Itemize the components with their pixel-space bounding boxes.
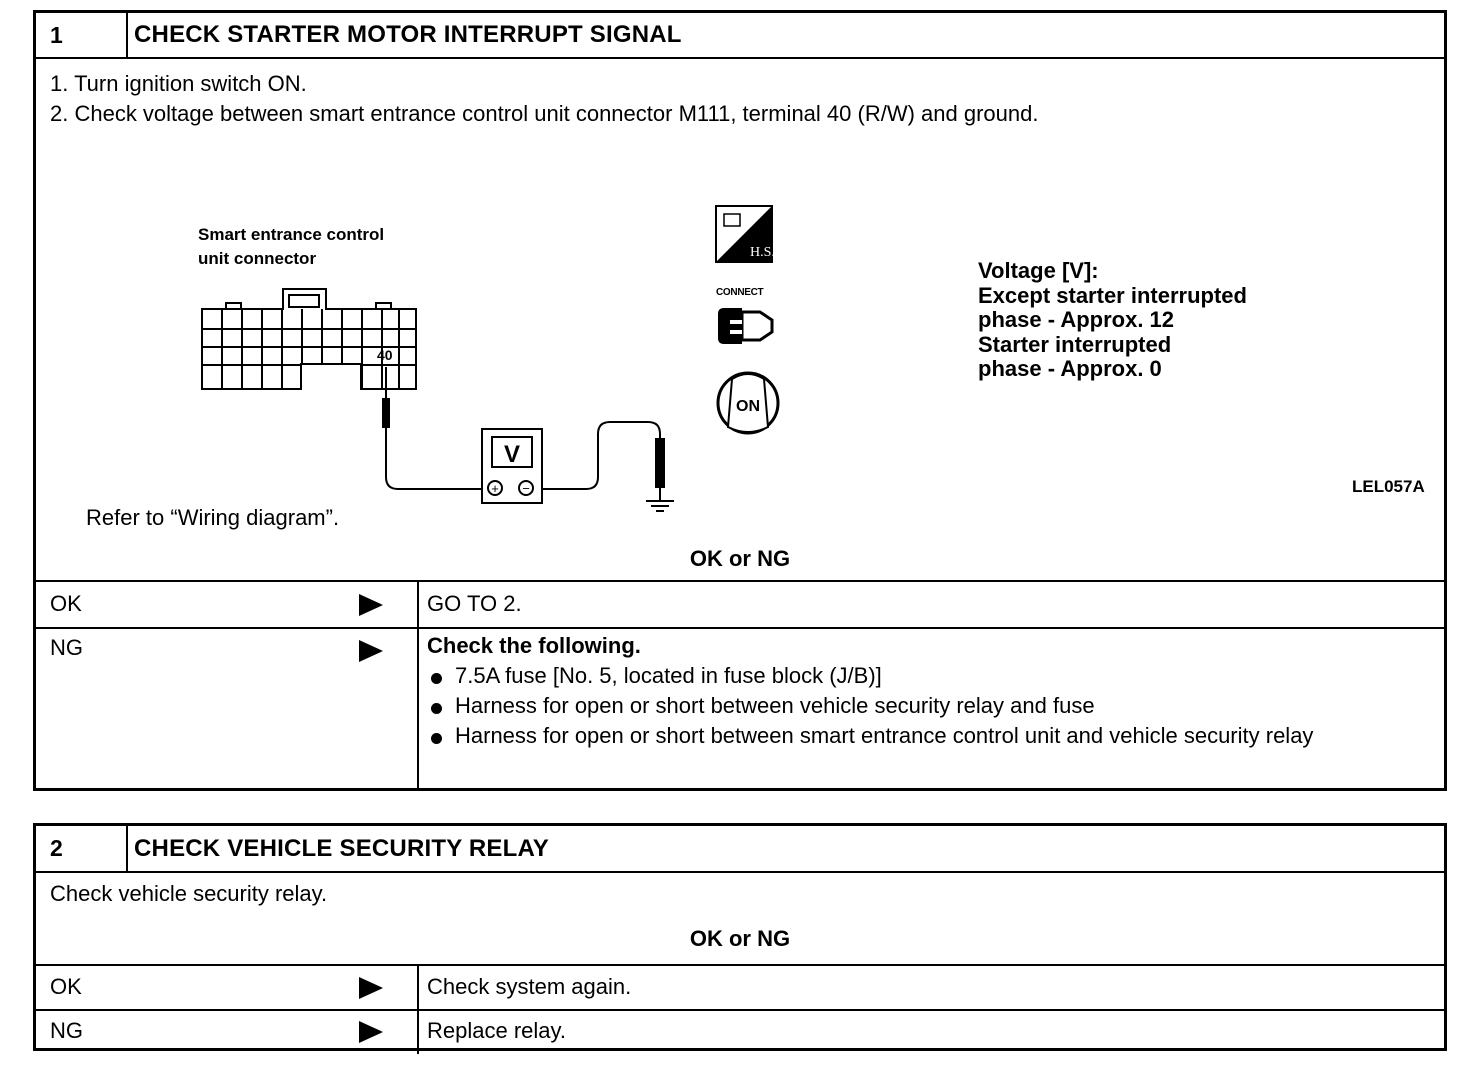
result-row-ok <box>36 580 1444 627</box>
instruction-item: 2. Check voltage between smart entrance control unit connector M111, terminal 40 (R/W) and ground. <box>50 101 1039 126</box>
action-cell <box>419 1011 1444 1054</box>
refer-wiring-diagram: Refer to “Wiring diagram”. <box>86 505 340 530</box>
voltage-spec-line: Except starter interrupted <box>978 282 1247 308</box>
arrow-icon <box>359 977 383 999</box>
action-title: Check the following. <box>427 633 641 658</box>
step-2-content <box>36 873 1444 964</box>
connector-label-line2: unit connector <box>198 249 317 268</box>
step-number: 1 <box>36 13 128 57</box>
result-label: OK <box>50 591 82 616</box>
check-item: Harness for open or short between vehicle security relay and fuse <box>427 691 1444 721</box>
action-text: GO TO 2. <box>427 591 522 616</box>
connector-label-line1: Smart entrance control <box>198 225 385 244</box>
result-row-ok <box>36 964 1444 1009</box>
voltage-spec-line: Starter interrupted <box>978 331 1172 357</box>
check-list <box>427 661 1444 751</box>
result-label: NG <box>50 635 83 660</box>
hs-icon-label: H.S. <box>750 245 775 260</box>
voltage-spec <box>978 259 1247 382</box>
ignition-key-icon <box>708 367 788 437</box>
arrow-icon <box>359 1021 383 1043</box>
step-2-box <box>33 823 1447 1051</box>
connect-icon <box>716 302 776 350</box>
step-1-header <box>36 13 1444 59</box>
result-cell <box>36 966 419 1009</box>
instruction: Check vehicle security relay. <box>50 881 328 906</box>
action-text: Check system again. <box>427 974 632 999</box>
voltage-spec-line: phase - Approx. 12 <box>978 307 1175 332</box>
arrow-icon <box>359 640 383 662</box>
action-cell <box>419 966 1444 1009</box>
step-title: CHECK STARTER MOTOR INTERRUPT SIGNAL <box>134 21 682 48</box>
terminal-label: 40 <box>377 347 393 363</box>
wiring-diagram <box>186 279 706 519</box>
meter-plus: + <box>491 481 499 496</box>
connect-icon-label: CONNECT <box>716 287 764 298</box>
ok-or-ng-label: OK or NG <box>689 546 791 571</box>
instruction-item: 1. Turn ignition switch ON. <box>50 71 307 96</box>
result-label: OK <box>50 974 82 999</box>
voltage-spec-line: phase - Approx. 0 <box>978 356 1162 381</box>
action-cell <box>419 582 1444 627</box>
check-item: Harness for open or short between smart entrance control unit and vehicle security relay <box>427 721 1444 751</box>
result-row-ng <box>36 1009 1444 1054</box>
key-on-label: ON <box>736 398 760 415</box>
arrow-icon <box>359 594 383 616</box>
ok-or-ng-label: OK or NG <box>689 926 791 951</box>
result-cell <box>36 1011 419 1054</box>
result-row-ng <box>36 627 1444 791</box>
voltage-spec-line: Voltage [V]: <box>978 258 1099 283</box>
action-cell <box>419 629 1444 791</box>
instruction-list <box>50 69 1038 129</box>
check-item: 7.5A fuse [No. 5, located in fuse block (J/B)] <box>427 661 1444 691</box>
ground-symbol <box>646 439 674 511</box>
step-2-header <box>36 826 1444 873</box>
connector-label <box>198 223 384 271</box>
meter-minus: − <box>522 481 530 496</box>
step-1-content <box>36 59 1444 580</box>
step-1-box <box>33 10 1447 791</box>
action-text: Replace relay. <box>427 1018 566 1043</box>
step-title: CHECK VEHICLE SECURITY RELAY <box>134 834 550 862</box>
voltmeter-label: V <box>503 441 521 468</box>
figure-code: LEL057A <box>1352 477 1425 496</box>
result-cell <box>36 582 419 627</box>
result-label: NG <box>50 1018 83 1043</box>
hs-icon <box>714 204 776 266</box>
connector-icon <box>202 289 416 389</box>
step-number: 2 <box>36 826 128 871</box>
result-cell <box>36 629 419 791</box>
